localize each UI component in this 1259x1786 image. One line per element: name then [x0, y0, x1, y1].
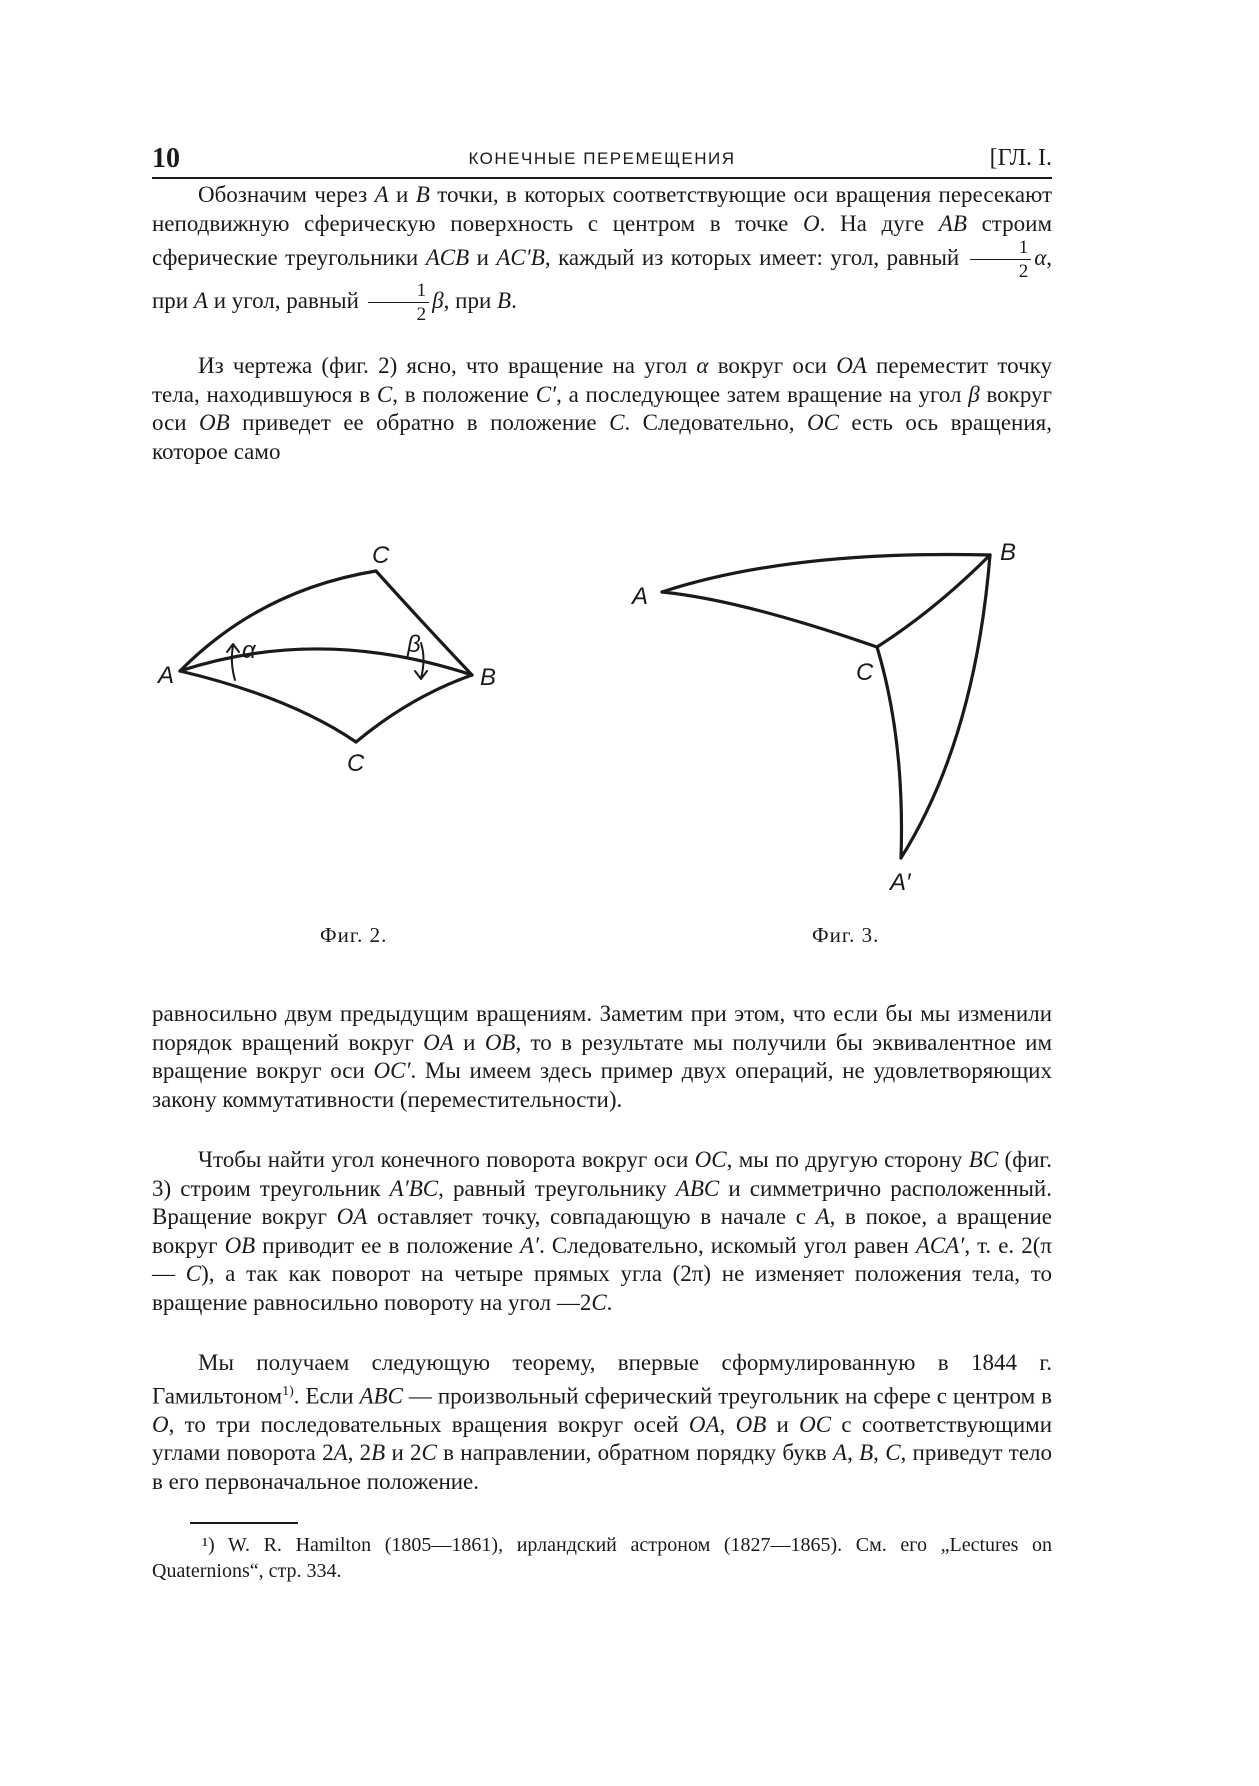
- label-alpha: α: [242, 637, 256, 664]
- running-title: КОНЕЧНЫЕ ПЕРЕМЕЩЕНИЯ: [468, 149, 736, 168]
- fraction-half-beta: $\frac{1}{2}$: [368, 281, 430, 324]
- paragraph-1: Обозначим через A и B точки, в которых соответствующие оси вращения пересекают неподвижную сферическую поверхность с центром в точке O. На дуге AB строим сферические треугольники ACB и AC′B, каждый из которых имеет: угол, равный $\frac{1}{2}$ α, при A и угол, равный $\frac{1}{2}$ β, при B.: [152, 182, 1053, 325]
- label-b: B: [1000, 539, 1017, 566]
- arc-a-c-bottom: [180, 671, 356, 742]
- footnote: ¹) W. R. Hamilton (1805—1861), ирландский астроном (1827—1865). См. его „Lectures on Quaternions“, стр. 334.: [152, 1534, 1052, 1582]
- arc-a-b: [662, 554, 990, 592]
- figure-2: [150, 525, 550, 795]
- chapter-marker: [ГЛ. I.: [989, 145, 1052, 171]
- arc-c-b: [877, 555, 990, 647]
- page-header: [152, 143, 1052, 179]
- label-b: B: [480, 664, 497, 691]
- arc-c-a-prime: [877, 647, 902, 858]
- paragraph-2: Из чертежа (фиг. 2) ясно, что вращение на угол α вокруг оси OA переместит точку тела, находившуюся в C, в положение C′, а последующее затем вращение на угол β вокруг оси OB приведет ее обратно в положение C. Следовательно, OC есть ось вращения, которое само: [152, 353, 1052, 464]
- paragraph-4: Чтобы найти угол конечного поворота вокруг оси OC, мы по другую сторону BC (фиг. 3) строим треугольник A′BC, равный треугольнику ABC и симметрично расположенный. Вращение вокруг OA оставляет точку, совпадающую в начале с A, в покое, а вращение вокруг OB приводит ее в положение A′. Следовательно, искомый угол равен ACA′, т. е. 2(π — C), а так как поворот на четыре прямых угла (2π) не изменяет положения тела, то вращение равносильно повороту на угол —2C.: [152, 1147, 1052, 1315]
- figure-2-diagram: [150, 525, 550, 795]
- figure-3-diagram: [620, 530, 1030, 910]
- paragraph-5: Мы получаем следующую теорему, впервые сформулированную в 1844 г. Гамильтоном$^{1)}$. Если ABC — произвольный сферический треугольник на сфере с центром в O, то три последовательных вращения вокруг осей OA, OB и OC с соответствующими углами поворота 2A, 2B и 2C в направлении, обратном порядку букв A, B, C, приведут тело в его первоначальное положение.: [152, 1350, 1053, 1494]
- arc-a-b: [180, 649, 472, 675]
- label-a: A: [158, 662, 175, 689]
- label-a-prime: A′: [890, 869, 911, 896]
- label-beta: β: [407, 631, 421, 658]
- arc-b-a-prime: [901, 555, 990, 858]
- label-c-bottom: C: [347, 750, 365, 777]
- footnote-ref: 1): [282, 1383, 294, 1399]
- arc-c-b-bottom: [356, 675, 472, 742]
- fraction-half-alpha: $\frac{1}{2}$: [970, 238, 1032, 281]
- label-a: A: [632, 583, 649, 610]
- figure-3-caption: Фиг. 3.: [812, 923, 880, 947]
- alpha-rotation-arrow: [232, 646, 235, 680]
- label-c-top: C: [372, 542, 390, 569]
- figure-3: [620, 530, 1030, 910]
- paragraph-3: равносильно двум предыдущим вращениям. Заметим при этом, что если бы мы изменили порядок вращений вокруг OA и OB, то в результате мы получили бы эквивалентное им вращение вокруг оси OC′. Мы имеем здесь пример двух операций, не удовлетворяющих закону коммутативности (переместительности).: [152, 1001, 1053, 1112]
- figure-2-caption: Фиг. 2.: [320, 923, 388, 947]
- footnote-rule: [190, 1522, 298, 1524]
- page-number: 10: [152, 143, 180, 174]
- arc-a-c: [662, 592, 877, 647]
- label-c: C: [856, 659, 874, 686]
- arc-a-c-top: [180, 571, 376, 671]
